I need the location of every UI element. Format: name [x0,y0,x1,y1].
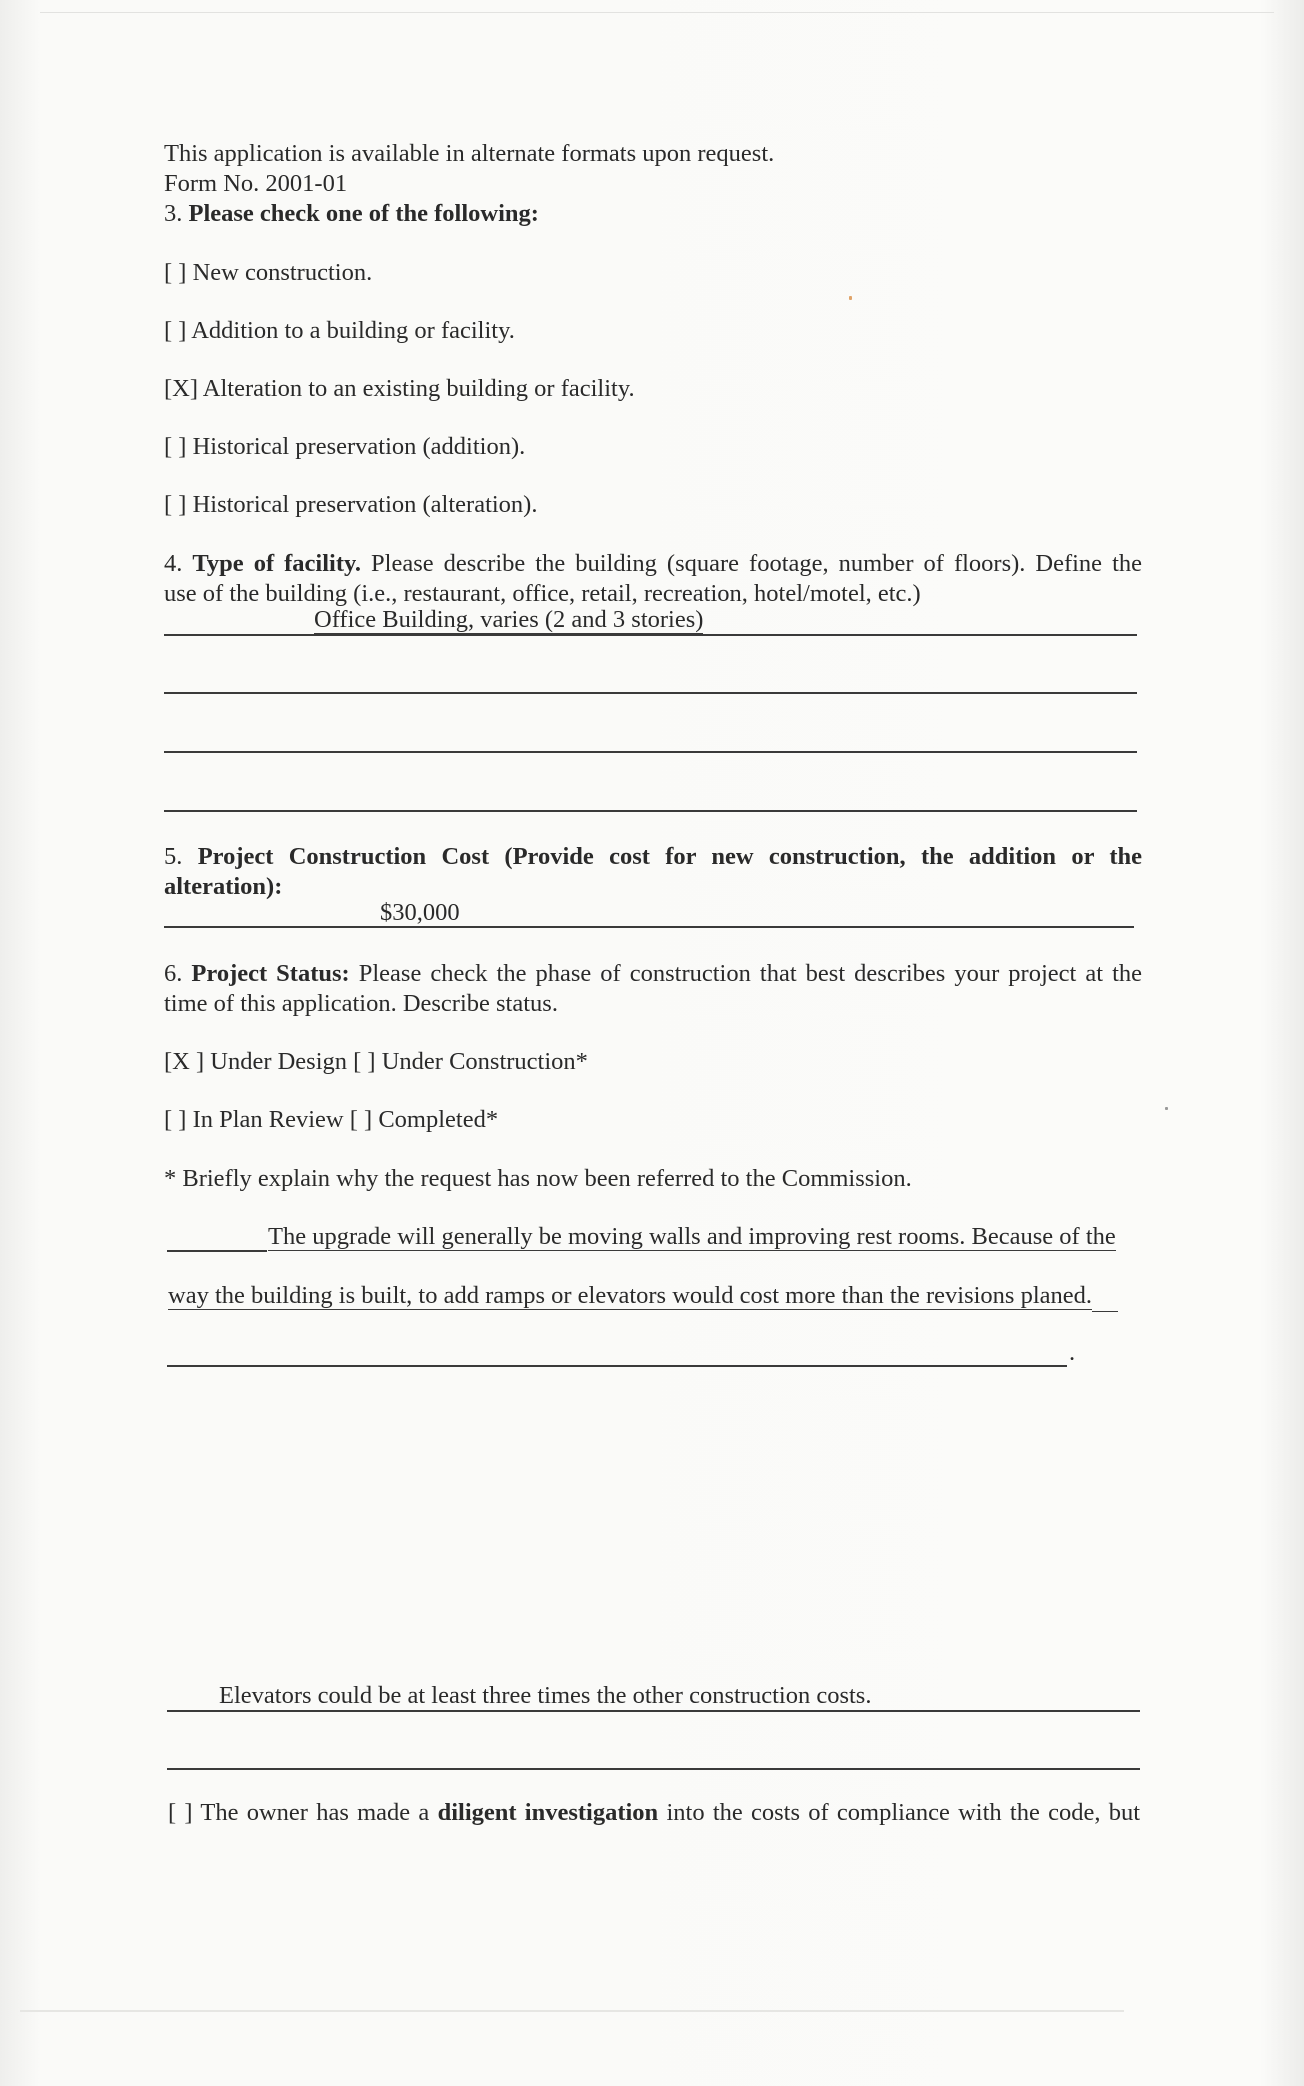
diligent-bold: diligent investigation [437,1799,659,1826]
section4-line1 [164,549,1142,579]
option-historical-addition[interactable]: [ ] Historical preservation (addition). [164,433,526,460]
diligent-investigation-row[interactable] [168,1798,1140,1828]
section6-line1 [164,959,1142,989]
facility-blank-line[interactable] [164,692,1137,694]
section6-title: Project Status: [191,960,350,987]
section4-line2: use of the building (i.e., restaurant, office, retail, recreation, hotel/motel, etc.) [164,580,921,607]
section6-text1: Please check the phase of construction that best describes your project at the [358,960,1143,987]
section3-number: 3. [164,200,183,227]
status-row-1[interactable]: [X ] Under Design [ ] Under Construction* [164,1048,588,1075]
section6-number: 6. [164,960,183,987]
explain-blank-line[interactable] [167,1365,1067,1367]
page-edge-bottom [20,2010,1124,2012]
cost-answer-line [164,926,1134,928]
section4-title: Type of facility. [192,550,362,577]
section5-number: 5. [164,843,183,870]
cost-answer[interactable]: $30,000 [380,899,460,926]
page-edge-top [40,12,1274,13]
section4-number: 4. [164,550,183,577]
section6-line2: time of this application. Describe status. [164,990,558,1017]
section4-text1: Please describe the building (square footage, number of floors). Define the [371,550,1143,577]
explain-prompt: * Briefly explain why the request has now been referred to the Commission. [164,1165,912,1192]
section6-description [164,959,1142,1019]
section5-title: Project Construction Cost (Provide cost for new construction, the addition or the [197,843,1142,870]
facility-blank-line[interactable] [164,810,1137,812]
scan-speck [849,296,852,300]
diligent-prefix: [ ] The owner has made a [168,1799,430,1826]
form-number: Form No. 2001-01 [164,170,348,197]
explain-answer-line1[interactable] [268,1222,1116,1252]
note-answer[interactable]: Elevators could be at least three times the other construction costs. [219,1682,872,1709]
explain-answer-text2: way the building is built, to add ramps or elevators would cost more than the revisions planed. [168,1282,1093,1309]
option-addition[interactable]: [ ] Addition to a building or facility. [164,317,515,344]
explain-answer-text1: The upgrade will generally be moving walls and improving rest rooms. Because of the [268,1223,1116,1250]
facility-answer[interactable] [314,605,703,635]
option-new-construction[interactable]: [ ] New construction. [164,259,373,286]
status-row-2[interactable]: [ ] In Plan Review [ ] Completed* [164,1106,499,1133]
section4-description [164,549,1142,609]
availability-note: This application is available in alternate formats upon request. [164,140,775,167]
facility-blank-line[interactable] [164,751,1137,753]
explain-answer-line2[interactable] [168,1281,1118,1312]
explain-period: . [1069,1339,1076,1366]
diligent-line [168,1798,1140,1828]
option-alteration[interactable]: [X] Alteration to an existing building or facility. [164,375,635,402]
diligent-suffix: into the costs of compliance with the code, but [666,1799,1141,1826]
facility-answer-text: Office Building, varies (2 and 3 stories) [314,606,704,633]
option-historical-alteration[interactable]: [ ] Historical preservation (alteration). [164,491,538,518]
section5-title-cont: alteration): [164,873,283,900]
scan-speck [1165,1107,1168,1110]
section3-title: Please check one of the following: [188,200,539,227]
section5-heading [164,842,1142,902]
note-blank-line[interactable] [167,1768,1140,1770]
section3-heading [164,199,539,229]
explain-leader-line [167,1250,267,1252]
section5-line1 [164,842,1142,872]
section5-line2 [164,872,1142,902]
explain-trailing-blank [1092,1281,1118,1312]
